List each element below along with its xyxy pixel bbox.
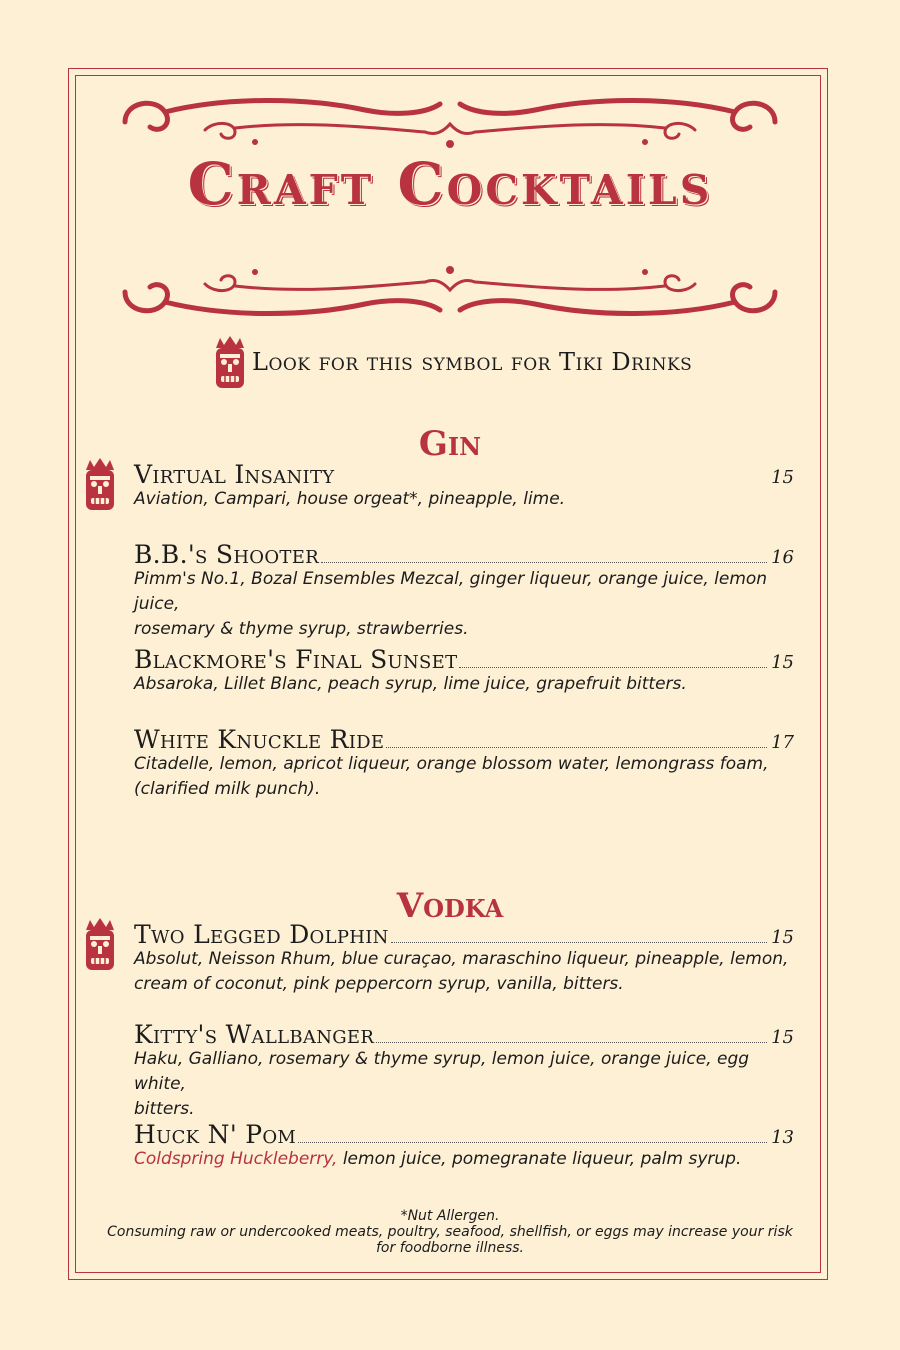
item-description-highlight: Coldspring Huckleberry, [134,1149,338,1169]
scroll-ornament-icon [105,262,795,322]
item-price: 13 [771,1127,794,1148]
tiki-mask-icon [212,334,248,390]
tiki-mask-icon [82,456,118,512]
menu-item [134,460,794,512]
menu-item [134,725,794,802]
food-warning: Consuming raw or undercooked meats, poultry, seafood, shellfish, or eggs may increase your risk [107,1224,793,1240]
section-title-vodka: Vodka [396,886,504,926]
item-description: Haku, Galliano, rosemary & thyme syrup, lemon juice, orange juice, egg white, bitters. [134,1049,750,1119]
item-description: Coldspring Huckleberry, lemon juice, pomegranate liqueur, palm syrup. [134,1149,742,1169]
item-description: Absaroka, Lillet Blanc, peach syrup, lime juice, grapefruit bitters. [134,674,687,694]
scroll-ornament-icon [105,92,795,152]
item-price: 15 [771,652,794,673]
item-name: Virtual Insanity [134,460,335,489]
tiki-legend-text: Look for this symbol for Tiki Drinks [252,348,693,376]
menu-title: Craft Cocktails [187,150,713,218]
menu-item [134,1020,794,1122]
menu-footer [100,1208,800,1256]
item-price: 15 [771,927,794,948]
item-name: B.B.'s Shooter [134,540,320,569]
item-name: Huck N' Pom [134,1120,297,1149]
section-title-gin: Gin [418,424,482,464]
tiki-legend [212,334,692,390]
item-description: Pimm's No.1, Bozal Ensembles Mezcal, ginger liqueur, orange juice, lemon juice, rosemary & thyme syrup, strawberries. [134,569,768,639]
menu-item [134,920,794,997]
item-name: Blackmore's Final Sunset [134,645,458,674]
item-description: Absolut, Neisson Rhum, blue curaçao, maraschino liqueur, pineapple, lemon, cream of coconut, pink peppercorn syrup, vanilla, bitters. [134,949,789,994]
menu-item [134,1120,794,1172]
item-price: 16 [771,547,794,568]
item-price: 17 [771,732,794,753]
allergen-note: *Nut Allergen. [400,1208,500,1224]
item-price: 15 [771,467,794,488]
item-price: 15 [771,1027,794,1048]
food-warning: for foodborne illness. [376,1240,524,1256]
item-name: White Knuckle Ride [134,725,385,754]
menu-item [134,645,794,697]
item-name: Kitty's Wallbanger [134,1020,375,1049]
item-name: Two Legged Dolphin [134,920,389,949]
tiki-mask-icon [82,916,118,972]
menu-item [134,540,794,642]
item-description: Aviation, Campari, house orgeat*, pineapple, lime. [134,489,566,509]
item-description: Citadelle, lemon, apricot liqueur, orange blossom water, lemongrass foam, (clarified milk punch). [134,754,769,799]
